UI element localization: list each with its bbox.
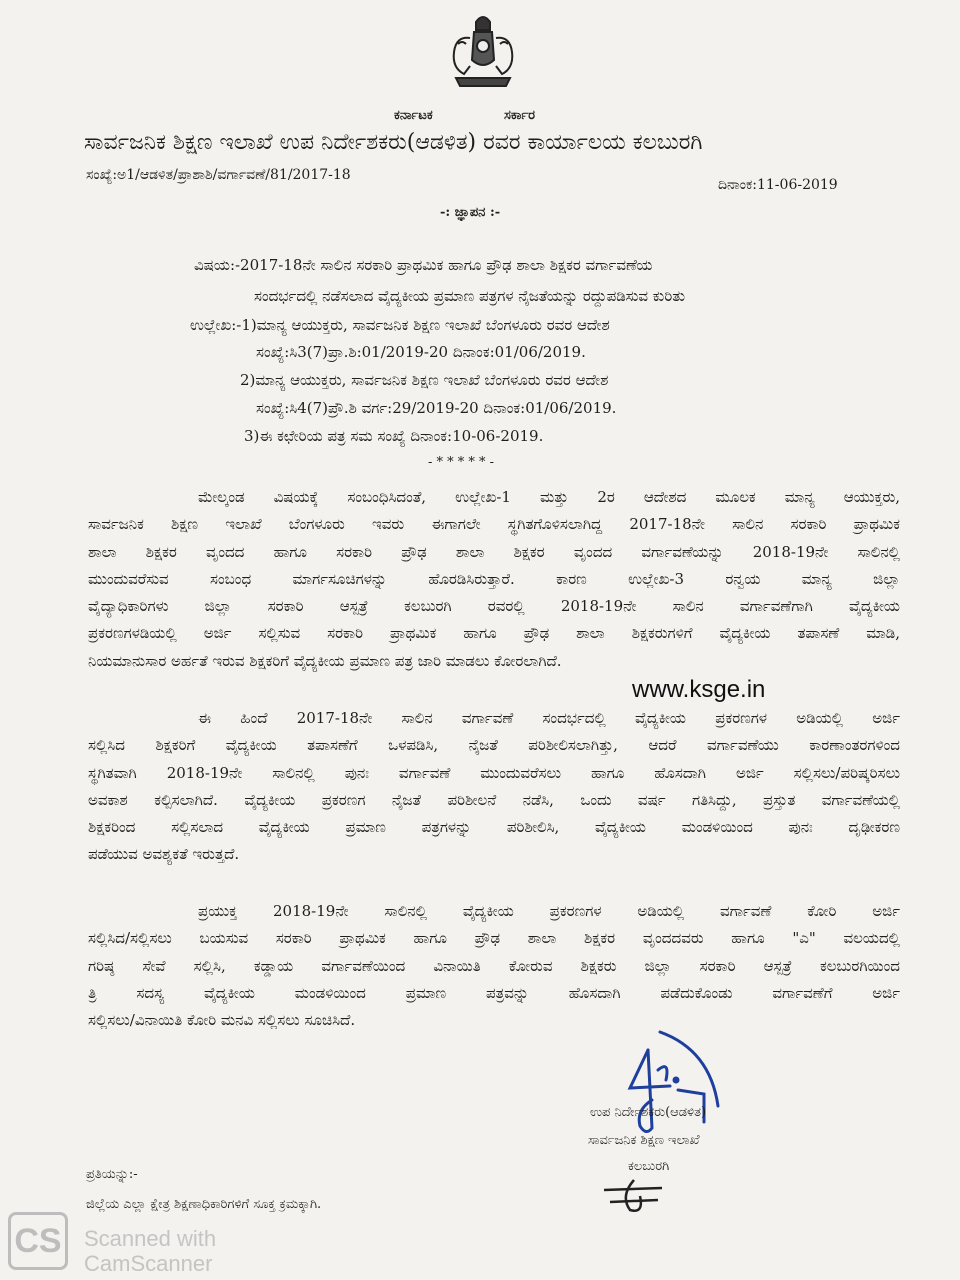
initials-signature xyxy=(600,1176,670,1216)
body-paragraph-3 xyxy=(88,898,900,1034)
paragraph-line: ಅವಕಾಶ ಕಲ್ಪಿಸಲಾಗಿದೆ. ವೈದ್ಯಕೀಯ ಪ್ರಕರಣಗ ನೈಜತೆ ಪರಿಶೀಲನೆ ನಡೆಸಿ, ಒಂದು ವರ್ಷ ಗತಿಸಿದ್ದು, ಪ್ರಸ್ತುತ ವರ್ಗಾವಣೆಯಲ್ಲಿ xyxy=(88,790,900,809)
signatory-place: ಕಲಬುರಗಿ xyxy=(628,1159,670,1174)
camscanner-line-2: CamScanner xyxy=(84,1251,213,1276)
paragraph-line: ಶಾಲಾ ಶಿಕ್ಷಕರ ವೃಂದದ ಹಾಗೂ ಸರಕಾರಿ ಪ್ರೌಢ ಶಾಲಾ ಶಿಕ್ಷಕರ ವೃಂದದ ವರ್ಗಾವಣೆಯನ್ನು 2018-19ನೇ ಸಾಲಿನಲ್ಲಿ xyxy=(88,542,900,561)
camscanner-logo-icon: CS xyxy=(8,1212,68,1270)
paragraph-line: ಪಡೆಯುವ ಅವಶ್ಯಕತೆ ಇರುತ್ತದೆ. xyxy=(88,845,240,864)
body-paragraph-1 xyxy=(88,484,900,675)
camscanner-watermark xyxy=(84,1226,216,1276)
camscanner-line-1: Scanned with xyxy=(84,1226,217,1251)
government-label-left: ಕರ್ನಾಟಕ xyxy=(394,108,433,123)
reference-2: 2)ಮಾನ್ಯ ಆಯುಕ್ತರು, ಸಾರ್ವಜನಿಕ ಶಿಕ್ಷಣ ಇಲಾಖೆ ಬೆಂಗಳೂರು ರವರ ಆದೇಶ xyxy=(240,371,609,389)
reference-1-number: ಸಂಖ್ಯೆ:ಸಿ3(7)ಪ್ರಾ.ಶಿ:01/2019-20 ದಿನಾಂಕ:01/06/2019. xyxy=(256,343,586,361)
paragraph-line: ತ್ರಿ ಸದಸ್ಯ ವೈದ್ಯಕೀಯ ಮಂಡಳಿಯಿಂದ ಪ್ರಮಾಣ ಪತ್ರವನ್ನು ಹೊಸದಾಗಿ ಪಡೆದುಕೊಂಡು ವರ್ಗಾವಣೆಗೆ ಅರ್ಜಿ xyxy=(88,983,900,1002)
reference-1: ಉಲ್ಲೇಖ:-1)ಮಾನ್ಯ ಆಯುಕ್ತರು, ಸಾರ್ವಜನಿಕ ಶಿಕ್ಷಣ ಇಲಾಖೆ ಬೆಂಗಳೂರು ರವರ ಆದೇಶ xyxy=(190,316,610,334)
paragraph-line: ಸಾರ್ವಜನಿಕ ಶಿಕ್ಷಣ ಇಲಾಖೆ ಬೆಂಗಳೂರು ಇವರು ಈಗಾಗಲೇ ಸ್ಥಗಿತಗೊಳಿಸಲಾಗಿದ್ದ 2017-18ನೇ ಸಾಲಿನ ಸರಕಾರಿ ಪ್ರಾಥಮಿಕ xyxy=(88,515,900,534)
reference-number: ಸಂಖ್ಯೆ:ಅ1/ಆಡಳಿತ/ಪ್ರಾಶಾಶಿ/ವರ್ಗಾವಣೆ/81/2017-18 xyxy=(86,167,351,183)
paragraph-line: ವೈದ್ಯಾಧಿಕಾರಿಗಳು ಜಿಲ್ಲಾ ಸರಕಾರಿ ಆಸ್ಪತ್ರೆ ಕಲಬುರಗಿ ರವರಲ್ಲಿ 2018-19ನೇ ಸಾಲಿನ ವರ್ಗಾವಣೆಗಾಗಿ ವೈದ್ಯಕೀಯ xyxy=(88,597,900,616)
website-watermark: www.ksge.in xyxy=(632,676,766,703)
signatory-designation: ಉಪ ನಿರ್ದೇಶಕರು(ಆಡಳಿತ) xyxy=(590,1105,707,1120)
reference-3: 3)ಈ ಕಛೇರಿಯ ಪತ್ರ ಸಮ ಸಂಖ್ಯೆ ದಿನಾಂಕ:10-06-2019. xyxy=(244,427,544,445)
copy-to-label: ಪ್ರತಿಯನ್ನು:- xyxy=(86,1167,138,1182)
paragraph-line: ಸಲ್ಲಿಸಲು/ವಿನಾಯಿತಿ ಕೋರಿ ಮನವಿ ಸಲ್ಲಿಸಲು ಸೂಚಿಸಿದೆ. xyxy=(88,1011,356,1030)
signatory-department: ಸಾರ್ವಜನಿಕ ಶಿಕ್ಷಣ ಇಲಾಖೆ xyxy=(588,1133,700,1148)
paragraph-line: ಶಿಕ್ಷಕರಿಂದ ಸಲ್ಲಿಸಲಾದ ವೈದ್ಯಕೀಯ ಪ್ರಮಾಣ ಪತ್ರಗಳನ್ನು ಪರಿಶೀಲಿಸಿ, ವೈದ್ಯಕೀಯ ಮಂಡಳಿಯಿಂದ ಪುನಃ ದೃಢೀಕರಣ xyxy=(88,818,900,837)
paragraph-line: ಸಲ್ಲಿಸಿದ/ಸಲ್ಲಿಸಲು ಬಯಸುವ ಸರಕಾರಿ ಪ್ರಾಥಮಿಕ ಹಾಗೂ ಪ್ರೌಢ ಶಾಲಾ ಶಿಕ್ಷಕರ ವೃಂದದವರು ಹಾಗೂ "ಎ" ವಲಯದಲ್ಲಿ xyxy=(88,929,900,948)
memo-heading: -: ಜ್ಞಾಪನ :- xyxy=(440,205,501,220)
subject-line-2: ಸಂದರ್ಭದಲ್ಲಿ ನಡೆಸಲಾದ ವೈದ್ಯಕೀಯ ಪ್ರಮಾಣ ಪತ್ರಗಳ ನೈಜತೆಯನ್ನು ರದ್ದುಪಡಿಸುವ ಕುರಿತು xyxy=(254,287,685,305)
paragraph-line: ನಿಯಮಾನುಸಾರ ಅರ್ಹತೆ ಇರುವ ಶಿಕ್ಷಕರಿಗೆ ವೈದ್ಯಕೀಯ ಪ್ರಮಾಣ ಪತ್ರ ಜಾರಿ ಮಾಡಲು ಕೋರಲಾಗಿದೆ. xyxy=(88,651,562,670)
karnataka-emblem-icon xyxy=(448,8,518,94)
copy-to-recipient: ಜಿಲ್ಲೆಯ ಎಲ್ಲಾ ಕ್ಷೇತ್ರ ಶಿಕ್ಷಣಾಧಿಕಾರಿಗಳಿಗೆ ಸೂಕ್ತ ಕ್ರಮಕ್ಕಾಗಿ. xyxy=(86,1197,322,1212)
paragraph-line: ಮೇಲ್ಕಂಡ ವಿಷಯಕ್ಕೆ ಸಂಬಂಧಿಸಿದಂತೆ, ಉಲ್ಲೇಖ-1 ಮತ್ತು 2ರ ಆದೇಶದ ಮೂಲಕ ಮಾನ್ಯ ಆಯುಕ್ತರು, xyxy=(198,488,900,506)
paragraph-line: ಗರಿಷ್ಠ ಸೇವೆ ಸಲ್ಲಿಸಿ, ಕಡ್ಡಾಯ ವರ್ಗಾವಣೆಯಿಂದ ವಿನಾಯಿತಿ ಕೋರುವ ಶಿಕ್ಷಕರು ಜಿಲ್ಲಾ ಸರಕಾರಿ ಆಸ್ಪತ್ರೆ ಕಲಬುರಗಿಯಿಂದ xyxy=(88,956,900,975)
paragraph-line: ಈ ಹಿಂದೆ 2017-18ನೇ ಸಾಲಿನ ವರ್ಗಾವಣೆ ಸಂದರ್ಭದಲ್ಲಿ ವೈದ್ಯಕೀಯ ಪ್ರಕರಣಗಳ ಅಡಿಯಲ್ಲಿ ಅರ್ಜಿ xyxy=(198,709,900,727)
office-title: ಸಾರ್ವಜನಿಕ ಶಿಕ್ಷಣ ಇಲಾಖೆ ಉಪ ನಿರ್ದೇಶಕರು(ಆಡಳಿತ) ರವರ ಕಾರ್ಯಾಲಯ ಕಲಬುರಗಿ xyxy=(84,130,703,155)
body-paragraph-2 xyxy=(88,705,900,869)
paragraph-line: ಸ್ಥಗಿತವಾಗಿ 2018-19ನೇ ಸಾಲಿನಲ್ಲಿ ಪುನಃ ವರ್ಗಾವಣೆ ಮುಂದುವರೆಸಲು ಹಾಗೂ ಹೊಸದಾಗಿ ಅರ್ಜಿ ಸಲ್ಲಿಸಲು/ಪರಿಷ್ಕರಿಸಲು xyxy=(88,763,900,782)
document-date: ದಿನಾಂಕ:11-06-2019 xyxy=(718,177,838,193)
government-label-right: ಸರ್ಕಾರ xyxy=(504,108,535,123)
paragraph-line: ಸಲ್ಲಿಸಿದ ಶಿಕ್ಷಕರಿಗೆ ವೈದ್ಯಕೀಯ ತಪಾಸಣೆಗೆ ಒಳಪಡಿಸಿ, ನೈಜತೆ ಪರಿಶೀಲಿಸಲಾಗಿತ್ತು, ಆದರೆ ವರ್ಗಾವಣೆಯು ಕಾರಣಾಂತರಗಳಿಂದ xyxy=(88,736,900,755)
paragraph-line: ಪ್ರಕರಣಗಳಡಿಯಲ್ಲಿ ಅರ್ಜಿ ಸಲ್ಲಿಸುವ ಸರಕಾರಿ ಪ್ರಾಥಮಿಕ ಹಾಗೂ ಪ್ರೌಢ ಶಾಲಾ ಶಿಕ್ಷಕರುಗಳಿಗೆ ವೈದ್ಯಕೀಯ ತಪಾಸಣೆ ಮಾಡಿ, xyxy=(88,624,900,643)
separator: - * * * * * - xyxy=(428,455,495,470)
paragraph-line: ಪ್ರಯುಕ್ತ 2018-19ನೇ ಸಾಲಿನಲ್ಲಿ ವೈದ್ಯಕೀಯ ಪ್ರಕರಣಗಳ ಅಡಿಯಲ್ಲಿ ವರ್ಗಾವಣೆ ಕೋರಿ ಅರ್ಜಿ xyxy=(198,902,900,920)
reference-2-number: ಸಂಖ್ಯೆ:ಸಿ4(7)ಪ್ರೌ.ಶಿ ವರ್ಗ:29/2019-20 ದಿನಾಂಕ:01/06/2019. xyxy=(256,399,617,417)
paragraph-line: ಮುಂದುವರೆಸುವ ಸಂಬಂಧ ಮಾರ್ಗಸೂಚಿಗಳನ್ನು ಹೊರಡಿಸಿರುತ್ತಾರೆ. ಕಾರಣ ಉಲ್ಲೇಖ-3 ರನ್ವಯ ಮಾನ್ಯ ಜಿಲ್ಲಾ xyxy=(88,569,900,588)
officer-signature xyxy=(600,1030,740,1140)
subject-line-1: ವಿಷಯ:-2017-18ನೇ ಸಾಲಿನ ಸರಕಾರಿ ಪ್ರಾಥಮಿಕ ಹಾಗೂ ಪ್ರೌಢ ಶಾಲಾ ಶಿಕ್ಷಕರ ವರ್ಗಾವಣೆಯ xyxy=(194,256,653,274)
